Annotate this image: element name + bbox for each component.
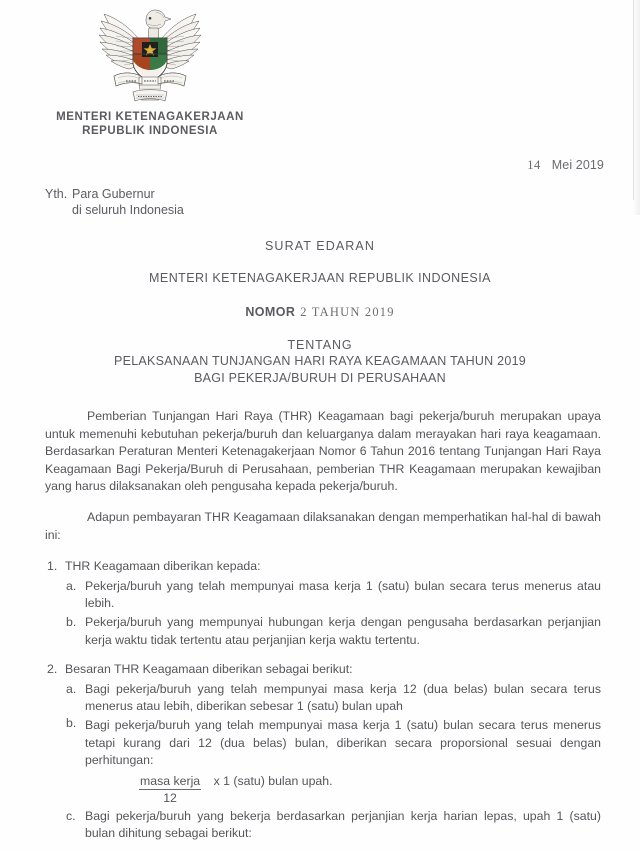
scan-edge-artifact [633,0,640,215]
sub-list-item-marker: b. [66,614,77,629]
formula-right-side: x 1 (satu) bulan upah. [213,773,333,788]
sub-list-item-text: Bagi pekerja/buruh yang bekerja berdasarkan perjanjian kerja harian lepas, upah 1 (satu) bulan dihitung sebagai berikut: [85,808,601,841]
addressee-salutation: Yth. [45,187,68,201]
garuda-pancasila-emblem [92,4,208,108]
list-item [45,558,601,649]
numbered-list [45,558,601,843]
document-date [527,158,604,173]
list-item-marker: 1. [47,559,58,574]
sub-list-item [65,717,601,806]
sub-list-item-text: Pekerja/buruh yang telah mempunyai masa kerja 1 (satu) bulan secara terus menerus atau lebih. [85,578,601,611]
list-item-heading: THR Keagamaan diberikan kepada: [65,559,261,574]
date-month-year: Mei 2019 [551,158,604,172]
sub-list-item-marker: a. [66,578,77,593]
sub-list-item-text: Bagi pekerja/buruh yang telah mempunyai masa kerja 12 (dua belas) bulan secara terus menerus atau lebih, diberikan sebesar 1 (satu) bulan upah [85,681,601,714]
fraction-denominator: 12 [163,790,177,805]
sub-list-item-text: Bagi pekerja/buruh yang telah mempunyai masa kerja 1 (satu) bulan secara terus menerus tetapi kurang dari 12 (dua belas) bulan, diberikan secara proporsional sesuai dengan perhitungan: [85,717,601,768]
document-body [45,408,601,853]
sub-list-item [65,578,601,613]
body-paragraph-2: Adapun pembayaran THR Keagamaan dilaksanakan dengan memperhatikan hal-hal di bawah ini: [45,509,601,542]
date-day: 14 [527,158,541,172]
sub-list-item-marker: a. [66,681,77,696]
addressee-recipient-row [45,186,184,202]
document-number-row [0,304,640,320]
fraction-numerator: masa kerja [140,773,201,788]
letterhead-line-2: REPUBLIK INDONESIA [82,125,218,137]
document-subject-line-2: BAGI PEKERJA/BURUH DI PERUSAHAAN [194,370,446,385]
sub-list-item [65,681,601,716]
sub-list [65,578,601,649]
document-subject-line-1: PELAKSANAAN TUNJANGAN HARI RAYA KEAGAMAAN TAHUN 2019 [114,354,526,368]
letterhead [0,0,300,138]
sub-list-item [65,614,601,649]
addressee-location: di seluruh Indonesia [72,203,184,217]
document-number-value: 2 TAHUN 2019 [300,305,395,319]
proportional-formula [85,773,601,806]
body-paragraph-1: Pemberian Tunjangan Hari Raya (THR) Keagamaan bagi pekerja/buruh merupakan upaya untuk memenuhi kebutuhan pekerja/buruh dan keluarganya dalam merayakan hari raya keagamaan. Berdasarkan Peraturan Menteri Ketenagakerjaan Nomor 6 Tahun 2016 tentang Tunjangan Hari Raya Keagamaan Bagi Pekerja/Buruh di Perusahaan, pemberian THR Keagamaan merupakan kewajiban yang harus dilaksanakan oleh pengusaha kepada pekerja/buruh. [45,409,601,494]
sub-list-item-text: Pekerja/buruh yang mempunyai hubungan kerja dengan pengusaha berdasarkan perjanjian kerja waktu tidak tertentu atau perjanjian kerja waktu tertentu. [85,614,601,647]
document-kind: SURAT EDARAN [265,239,375,253]
sub-list [65,681,601,843]
fraction [139,773,201,806]
list-item-marker: 2. [47,662,58,677]
document-issuer: MENTERI KETENAGAKERJAAN REPUBLIK INDONESIA [149,271,491,285]
sub-list-item [65,808,601,843]
sub-list-item-marker: b. [66,716,77,731]
document-number-label: NOMOR [245,305,296,319]
addressee-block [45,186,184,218]
tentang-label: TENTANG [287,338,353,352]
list-item [45,661,601,843]
addressee-recipient: Para Gubernur [72,187,155,201]
sub-list-item-marker: c. [66,808,76,823]
list-item-heading: Besaran THR Keagamaan diberikan sebagai berikut: [65,662,353,677]
letterhead-line-1: MENTERI KETENAGAKERJAAN [56,111,244,123]
scan-edge-line-artifact [633,0,634,200]
title-block [0,238,640,386]
